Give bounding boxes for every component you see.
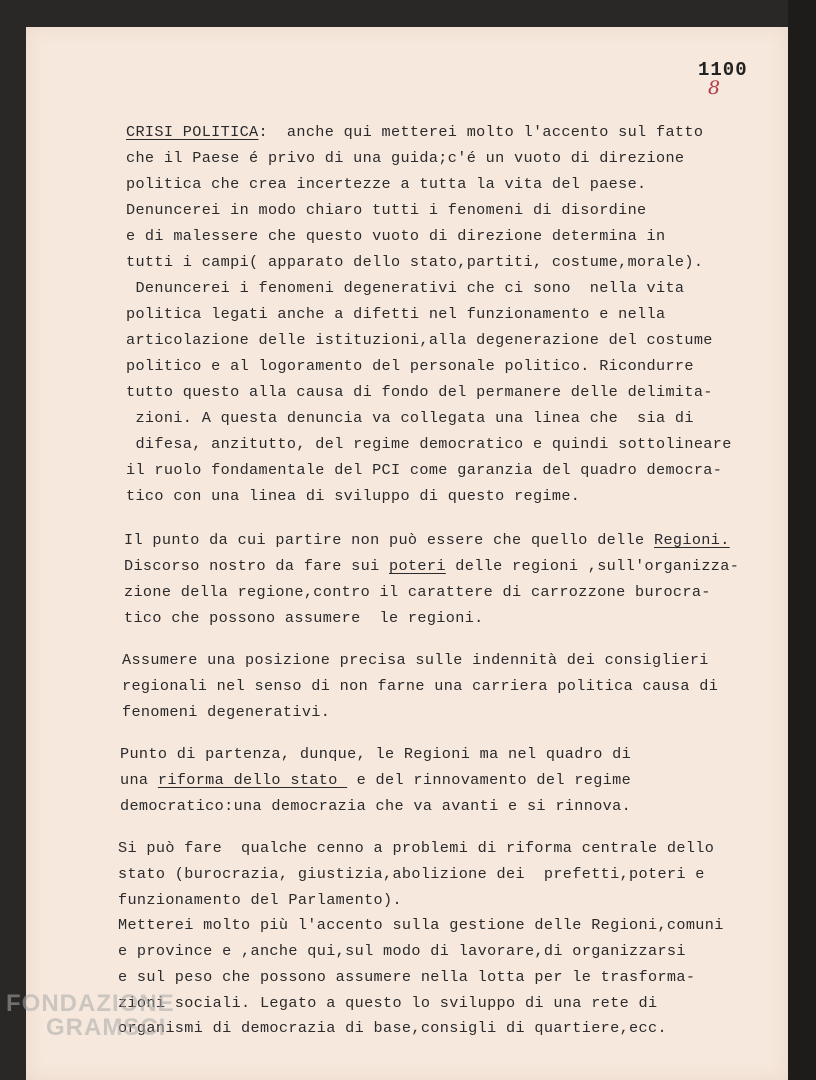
text-line	[118, 967, 695, 987]
text-line	[126, 148, 684, 168]
page-number: 1100	[698, 59, 748, 81]
text-line	[124, 530, 730, 550]
text-line	[126, 174, 647, 194]
text-segment: politico e al logoramento del personale politico. Ricondurre	[126, 357, 694, 375]
text-segment: Metterei molto più l'accento sulla gestione delle Regioni,comuni	[118, 916, 724, 934]
text-segment: tico con una linea di sviluppo di questo regime.	[126, 487, 581, 505]
text-line	[126, 304, 665, 324]
text-segment: organismi di democrazia di base,consigli di quartiere,ecc.	[118, 1019, 667, 1037]
text-line	[122, 676, 718, 696]
text-segment: politica legati anche a difetti nel funzionamento e nella	[126, 305, 666, 323]
text-segment: il ruolo fondamentale del PCI come garanzia del quadro democra-	[126, 461, 723, 479]
text-segment: regionali nel senso di non farne una carriera politica causa di	[122, 677, 719, 695]
text-line	[118, 993, 657, 1013]
text-line	[126, 278, 684, 298]
text-segment: Denuncerei in modo chiaro tutti i fenomeni di disordine	[126, 201, 647, 219]
text-segment: Punto di partenza, dunque, le Regioni ma nel quadro di	[120, 745, 632, 763]
text-line	[124, 556, 739, 576]
text-segment: stato (burocrazia, giustizia,abolizione dei prefetti,poteri e	[118, 865, 705, 883]
text-segment: e del rinnovamento del regime	[347, 771, 632, 789]
text-line	[126, 460, 722, 480]
text-line	[126, 252, 703, 272]
text-line	[118, 838, 714, 858]
text-line	[124, 608, 484, 628]
underlined-text: CRISI POLITICA	[126, 123, 259, 141]
text-segment: delle regioni ,sull'organizza-	[445, 557, 740, 575]
text-segment: che il Paese é privo di una guida;c'é un vuoto di direzione	[126, 149, 685, 167]
text-line	[120, 744, 631, 764]
text-segment: Discorso nostro da fare sui	[124, 557, 389, 575]
text-segment: una	[120, 771, 158, 789]
text-line	[124, 582, 711, 602]
text-line	[122, 650, 709, 670]
text-line	[126, 226, 665, 246]
text-segment: difesa, anzitutto, del regime democratico e quindi sottolineare	[126, 435, 732, 453]
text-segment: articolazione delle istituzioni,alla degenerazione del costume	[126, 331, 713, 349]
text-line	[122, 702, 330, 722]
text-line	[118, 915, 724, 935]
text-segment: Si può fare qualche cenno a problemi di riforma centrale dello	[118, 839, 715, 857]
text-segment: Il punto da cui partire non può essere che quello delle	[124, 531, 654, 549]
watermark-line1: FONDAZIONE	[6, 990, 175, 1017]
watermark-line2: GRAMSCI	[46, 1014, 167, 1041]
text-line	[118, 1018, 667, 1038]
text-line	[126, 330, 713, 350]
document-page	[26, 27, 788, 1080]
text-segment: democratico:una democrazia che va avanti e si rinnova.	[120, 797, 632, 815]
text-segment: zioni sociali. Legato a questo lo sviluppo di una rete di	[118, 994, 658, 1012]
text-line	[126, 408, 694, 428]
underlined-text: poteri	[389, 557, 446, 575]
text-line	[126, 486, 580, 506]
text-segment: e di malessere che questo vuoto di direzione determina in	[126, 227, 666, 245]
text-segment: tutto questo alla causa di fondo del permanere delle delimita-	[126, 383, 713, 401]
text-segment: funzionamento del Parlamento).	[118, 891, 402, 909]
text-line	[126, 434, 732, 454]
text-line	[120, 770, 631, 790]
underlined-text: Regioni.	[653, 531, 730, 549]
text-line	[126, 200, 647, 220]
handwritten-number: 8	[708, 77, 721, 99]
scan-border	[788, 0, 816, 1080]
text-line	[126, 382, 713, 402]
text-segment: : anche qui metterei molto l'accento sul fatto	[258, 123, 704, 141]
text-segment: politica che crea incertezze a tutta la vita del paese.	[126, 175, 647, 193]
text-segment: e province e ,anche qui,sul modo di lavorare,di organizzarsi	[118, 942, 686, 960]
text-line	[118, 941, 686, 961]
text-segment: Assumere una posizione precisa sulle indennità dei consiglieri	[122, 651, 709, 669]
text-segment: Denuncerei i fenomeni degenerativi che ci sono nella vita	[126, 279, 685, 297]
text-segment: fenomeni degenerativi.	[122, 703, 331, 721]
text-segment: tutti i campi( apparato dello stato,partiti, costume,morale).	[126, 253, 704, 271]
text-line	[120, 796, 631, 816]
text-segment: zioni. A questa denuncia va collegata una linea che sia di	[126, 409, 694, 427]
text-line	[126, 356, 694, 376]
text-line	[126, 122, 703, 142]
underlined-text: riforma dello stato	[157, 771, 348, 789]
text-segment: e sul peso che possono assumere nella lotta per le trasforma-	[118, 968, 696, 986]
text-line	[118, 890, 402, 910]
text-line	[118, 864, 705, 884]
text-segment: tico che possono assumere le regioni.	[124, 609, 484, 627]
typed-text-body	[26, 27, 788, 1080]
text-segment: zione della regione,contro il carattere di carrozzone burocra-	[124, 583, 711, 601]
